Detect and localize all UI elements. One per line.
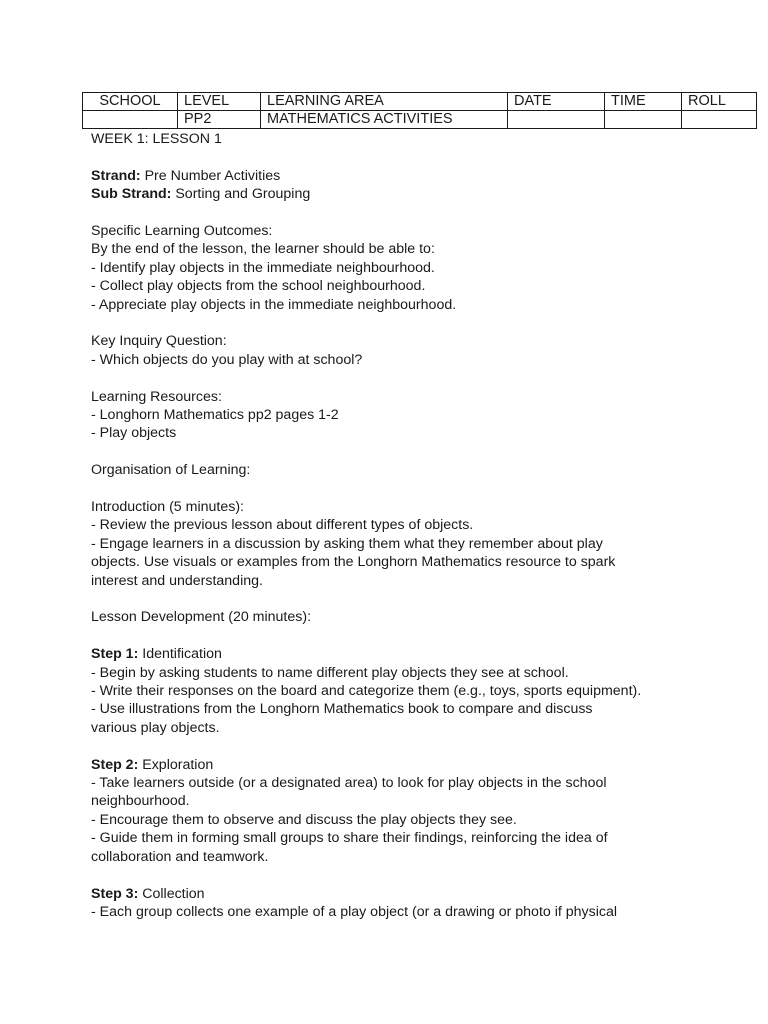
introduction-line: interest and understanding. — [91, 572, 263, 589]
introduction-heading: Introduction (5 minutes): — [91, 499, 244, 516]
step1-line: various play objects. — [91, 719, 220, 736]
sub-strand-value: Sorting and Grouping — [171, 186, 311, 203]
outcomes-intro: By the end of the lesson, the learner should be able to: — [91, 241, 435, 258]
development-heading: Lesson Development (20 minutes): — [91, 609, 312, 626]
step2-line: - Take learners outside (or a designated area) to look for play objects in the school — [91, 775, 607, 792]
date-header: DATE — [508, 93, 605, 111]
step2-title: Exploration — [138, 756, 214, 773]
roll-value — [682, 111, 757, 129]
step2-line: collaboration and teamwork. — [91, 848, 269, 865]
strand-value: Pre Number Activities — [140, 167, 281, 184]
step3-title: Collection — [138, 885, 205, 902]
school-header: SCHOOL — [83, 93, 178, 111]
outcome-item: - Collect play objects from the school neighbourhood. — [91, 278, 426, 295]
lesson-header-table — [82, 92, 757, 129]
level-value: PP2 — [178, 111, 261, 129]
resource-item: - Longhorn Mathematics pp2 pages 1-2 — [91, 407, 339, 424]
week-lesson-title: WEEK 1: LESSON 1 — [91, 131, 222, 147]
step2-line: - Guide them in forming small groups to share their findings, reinforcing the idea of — [91, 830, 608, 847]
learning-area-header: LEARNING AREA — [261, 93, 508, 111]
inquiry-question: - Which objects do you play with at school? — [91, 351, 363, 368]
roll-header: ROLL — [682, 93, 757, 111]
school-value — [83, 111, 178, 129]
step1-label: Step 1: — [91, 646, 139, 663]
step1-line: - Write their responses on the board and categorize them (e.g., toys, sports equipment). — [91, 683, 642, 700]
step2-heading — [91, 756, 731, 774]
time-value — [605, 111, 682, 129]
step3-label: Step 3: — [91, 885, 139, 902]
lesson-content — [91, 130, 731, 921]
resource-item: - Play objects — [91, 425, 177, 442]
step1-title: Identification — [138, 646, 222, 663]
organisation-heading: Organisation of Learning: — [91, 462, 251, 479]
strand-line — [91, 167, 731, 185]
sub-strand-label: Sub Strand: — [91, 186, 172, 203]
value-row — [83, 111, 757, 129]
level-header: LEVEL — [178, 93, 261, 111]
step2-label: Step 2: — [91, 756, 139, 773]
resources-heading: Learning Resources: — [91, 388, 222, 405]
header-row — [83, 93, 757, 111]
step1-line: - Use illustrations from the Longhorn Mathematics book to compare and discuss — [91, 701, 593, 718]
outcome-item: - Appreciate play objects in the immediate neighbourhood. — [91, 296, 457, 313]
outcomes-heading: Specific Learning Outcomes: — [91, 223, 273, 239]
introduction-line: objects. Use visuals or examples from the Longhorn Mathematics resource to spark — [91, 554, 616, 571]
step2-line: - Encourage them to observe and discuss the play objects they see. — [91, 811, 517, 828]
introduction-line: - Review the previous lesson about different types of objects. — [91, 517, 474, 534]
sub-strand-line — [91, 185, 731, 203]
strand-label: Strand: — [91, 167, 141, 184]
outcome-item: - Identify play objects in the immediate neighbourhood. — [91, 259, 435, 276]
step2-line: neighbourhood. — [91, 793, 190, 810]
step3-heading — [91, 885, 731, 903]
step3-line: - Each group collects one example of a play object (or a drawing or photo if physical — [91, 903, 618, 920]
date-value — [508, 111, 605, 129]
step1-heading — [91, 645, 731, 663]
learning-area-value: MATHEMATICS ACTIVITIES — [261, 111, 508, 129]
step1-line: - Begin by asking students to name different play objects they see at school. — [91, 664, 569, 681]
inquiry-heading: Key Inquiry Question: — [91, 333, 227, 350]
time-header: TIME — [605, 93, 682, 111]
introduction-line: - Engage learners in a discussion by asking them what they remember about play — [91, 535, 603, 552]
